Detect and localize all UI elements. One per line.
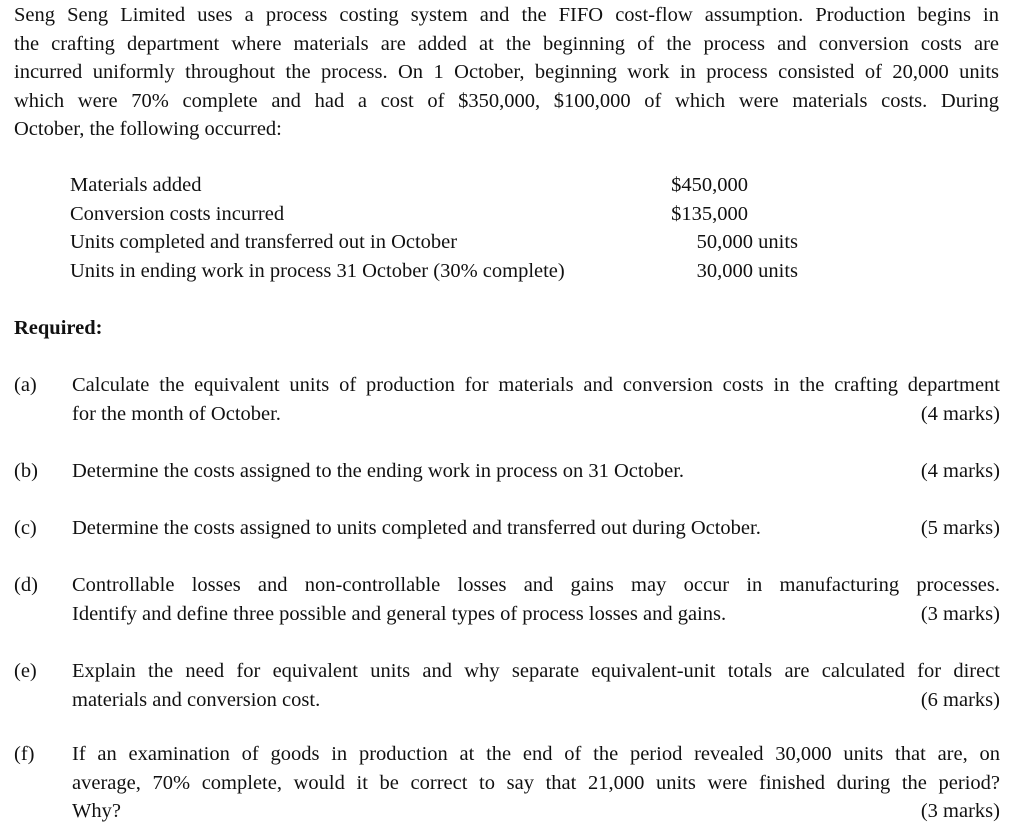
question-letter: (e) [14,660,37,682]
october-data-table [70,171,810,286]
question-line: Determine the costs assigned to the ending work in process on 31 October. [72,460,685,482]
question-line: Calculate the equivalent units of production for materials and conversion costs in the crafting department [72,374,1000,396]
question-last-row [72,686,1000,715]
intro-line: October, the following occurred: [14,118,282,141]
question-line: materials and conversion cost. [72,688,321,711]
marks-label: (3 marks) [920,800,1000,823]
table-row [70,171,810,200]
table-row [70,228,810,257]
question-body [72,514,1000,543]
question-body [72,740,1000,826]
question-body [72,657,1000,714]
question-line: Identify and define three possible and general types of process losses and gains. [72,602,727,625]
intro-line: which were 70% complete and had a cost of $350,000, $100,000 of which were materials costs. During [14,89,999,112]
row-label: Materials added [70,174,202,196]
row-value: 50,000 units [696,231,798,254]
question-last-row [72,457,1000,486]
question-line: Controllable losses and non-controllable losses and gains may occur in manufacturing processes. [72,574,1000,596]
row-label: Conversion costs incurred [70,202,285,225]
row-label: Units completed and transferred out in October [70,231,458,254]
question-body [72,371,1000,428]
question-line: If an examination of goods in production at the end of the period revealed 30,000 units that are, on [72,743,1000,765]
question-letter: (d) [14,574,38,596]
question-letter: (c) [14,517,37,539]
question-letter: (a) [14,374,37,396]
question-last-row [72,600,1000,629]
question-line: average, 70% complete, would it be correct to say that 21,000 units were finished during the period? [72,771,1000,794]
row-value: $450,000 [671,174,748,196]
question-letter: (f) [14,743,35,765]
question-line: for the month of October. [72,402,281,425]
row-value: 30,000 units [696,260,798,283]
question-b [14,457,1000,486]
marks-label: (5 marks) [920,517,1000,539]
intro-line: the crafting department where materials are added at the beginning of the process and conversion costs are [14,32,999,55]
marks-label: (4 marks) [920,460,1000,482]
question-line: Why? [72,800,121,823]
question-last-row [72,797,1000,826]
question-a [14,371,1000,429]
intro-line: Seng Seng Limited uses a process costing system and the FIFO cost-flow assumption. Production begins in [14,4,999,26]
intro-paragraph [14,1,999,144]
question-letter: (b) [14,460,38,482]
row-label: Units in ending work in process 31 October (30% complete) [70,260,565,283]
question-line: Determine the costs assigned to units completed and transferred out during October. [72,517,761,539]
question-f [14,740,1000,828]
question-c [14,514,1000,543]
intro-line: incurred uniformly throughout the process. On 1 October, beginning work in process consisted of 20,000 units [14,61,999,84]
question-line: Explain the need for equivalent units and why separate equivalent-unit totals are calculated for direct [72,660,1000,682]
question-d [14,571,1000,629]
table-row [70,200,810,229]
row-value: $135,000 [671,202,748,225]
marks-label: (6 marks) [920,688,1000,711]
question-last-row [72,514,1000,543]
question-last-row [72,400,1000,429]
table-row [70,257,810,286]
marks-label: (4 marks) [920,402,1000,425]
question-e [14,657,1000,715]
question-body [72,457,1000,486]
required-heading: Required: [14,317,103,339]
question-body [72,571,1000,628]
marks-label: (3 marks) [920,602,1000,625]
